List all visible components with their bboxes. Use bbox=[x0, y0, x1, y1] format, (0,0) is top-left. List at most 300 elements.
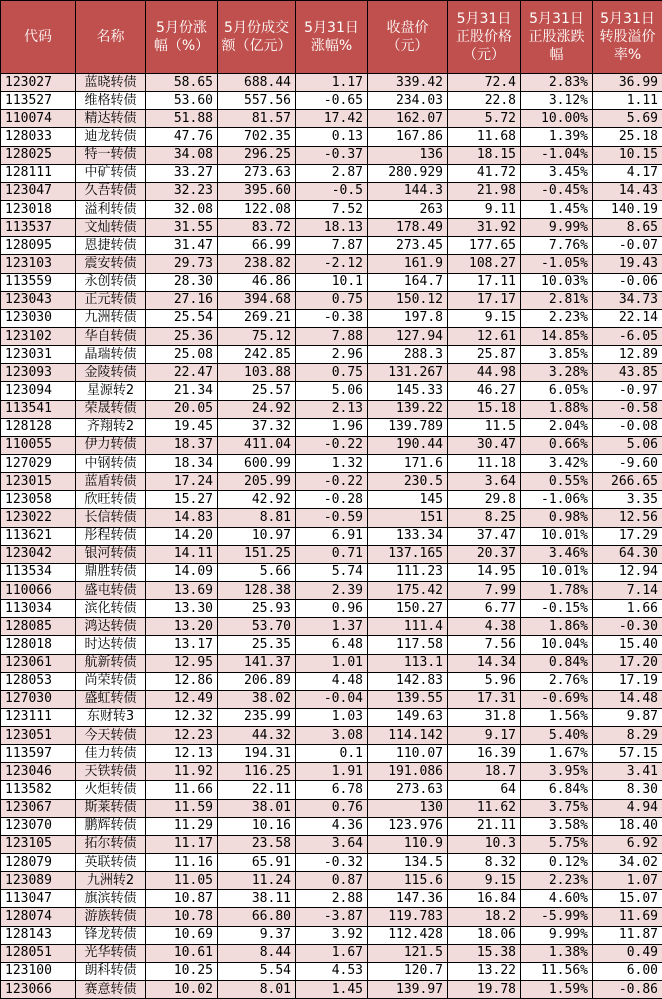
code-cell: 123103 bbox=[1, 255, 76, 273]
stock-price-cell: 15.38 bbox=[448, 944, 521, 962]
table-row bbox=[1, 219, 662, 237]
table-row bbox=[1, 545, 662, 563]
may-turnover-cell: 296.25 bbox=[218, 146, 296, 164]
may31-change-cell: -0.37 bbox=[296, 146, 368, 164]
close-price-cell: 117.58 bbox=[368, 636, 448, 654]
stock-price-cell: 25.87 bbox=[448, 346, 521, 364]
name-cell: 久吾转债 bbox=[76, 182, 146, 200]
stock-price-cell: 7.56 bbox=[448, 636, 521, 654]
table-row bbox=[1, 200, 662, 218]
may-turnover-cell: 25.93 bbox=[218, 600, 296, 618]
stock-change-cell: 3.58% bbox=[521, 817, 593, 835]
may-change-cell: 12.23 bbox=[146, 727, 218, 745]
stock-change-cell: 5.40% bbox=[521, 727, 593, 745]
stock-change-cell: 3.28% bbox=[521, 364, 593, 382]
stock-change-cell: -0.45% bbox=[521, 182, 593, 200]
stock-change-cell: -1.04% bbox=[521, 146, 593, 164]
stock-change-cell: 1.59% bbox=[521, 981, 593, 999]
table-row bbox=[1, 581, 662, 599]
code-cell: 123042 bbox=[1, 545, 76, 563]
may-change-cell: 20.05 bbox=[146, 400, 218, 418]
may-turnover-cell: 10.16 bbox=[218, 817, 296, 835]
may-change-cell: 12.86 bbox=[146, 672, 218, 690]
stock-change-cell: 2.76% bbox=[521, 672, 593, 690]
may-turnover-cell: 8.01 bbox=[218, 981, 296, 999]
code-cell: 113527 bbox=[1, 92, 76, 110]
may31-change-cell: 1.03 bbox=[296, 708, 368, 726]
may-change-cell: 11.05 bbox=[146, 872, 218, 890]
may-turnover-cell: 25.57 bbox=[218, 382, 296, 400]
may-turnover-cell: 116.25 bbox=[218, 763, 296, 781]
may31-change-cell: 2.39 bbox=[296, 581, 368, 599]
name-cell: 溢利转债 bbox=[76, 200, 146, 218]
code-cell: 123100 bbox=[1, 962, 76, 980]
stock-change-cell: -5.99% bbox=[521, 908, 593, 926]
may-change-cell: 12.95 bbox=[146, 654, 218, 672]
name-cell: 银河转债 bbox=[76, 545, 146, 563]
code-cell: 123105 bbox=[1, 835, 76, 853]
stock-price-cell: 18.06 bbox=[448, 926, 521, 944]
stock-change-cell: 4.60% bbox=[521, 890, 593, 908]
code-cell: 123094 bbox=[1, 382, 76, 400]
table-row bbox=[1, 164, 662, 182]
table-row bbox=[1, 182, 662, 200]
premium-rate-cell: 34.73 bbox=[593, 291, 662, 309]
may-change-cell: 27.16 bbox=[146, 291, 218, 309]
table-row bbox=[1, 690, 662, 708]
premium-rate-cell: 3.41 bbox=[593, 763, 662, 781]
code-cell: 123058 bbox=[1, 491, 76, 509]
stock-change-cell: 1.45% bbox=[521, 200, 593, 218]
may-change-cell: 11.66 bbox=[146, 781, 218, 799]
may-turnover-cell: 24.92 bbox=[218, 400, 296, 418]
may-change-cell: 32.23 bbox=[146, 182, 218, 200]
code-cell: 128095 bbox=[1, 237, 76, 255]
stock-price-cell: 3.64 bbox=[448, 473, 521, 491]
table-row bbox=[1, 128, 662, 146]
close-price-cell: 123.976 bbox=[368, 817, 448, 835]
stock-price-cell: 16.84 bbox=[448, 890, 521, 908]
may31-change-cell: -0.65 bbox=[296, 92, 368, 110]
close-price-cell: 150.12 bbox=[368, 291, 448, 309]
stock-change-cell: 2.81% bbox=[521, 291, 593, 309]
stock-change-cell: -0.69% bbox=[521, 690, 593, 708]
code-cell: 123066 bbox=[1, 981, 76, 999]
code-cell: 123051 bbox=[1, 727, 76, 745]
may-turnover-cell: 205.99 bbox=[218, 473, 296, 491]
may-change-cell: 22.47 bbox=[146, 364, 218, 382]
close-price-cell: 191.086 bbox=[368, 763, 448, 781]
stock-change-cell: 6.05% bbox=[521, 382, 593, 400]
name-cell: 时达转债 bbox=[76, 636, 146, 654]
premium-rate-cell: 3.35 bbox=[593, 491, 662, 509]
table-row bbox=[1, 745, 662, 763]
close-price-cell: 178.49 bbox=[368, 219, 448, 237]
table-row bbox=[1, 636, 662, 654]
close-price-cell: 280.929 bbox=[368, 164, 448, 182]
code-cell: 110074 bbox=[1, 110, 76, 128]
code-cell: 123018 bbox=[1, 200, 76, 218]
table-row bbox=[1, 908, 662, 926]
table-row bbox=[1, 255, 662, 273]
may-change-cell: 18.37 bbox=[146, 436, 218, 454]
close-price-cell: 164.7 bbox=[368, 273, 448, 291]
close-price-cell: 111.23 bbox=[368, 563, 448, 581]
code-cell: 123046 bbox=[1, 763, 76, 781]
name-cell: 精达转债 bbox=[76, 110, 146, 128]
may31-change-cell: 1.91 bbox=[296, 763, 368, 781]
premium-rate-cell: 9.87 bbox=[593, 708, 662, 726]
stock-change-cell: 14.85% bbox=[521, 327, 593, 345]
may-turnover-cell: 394.68 bbox=[218, 291, 296, 309]
table-row bbox=[1, 92, 662, 110]
premium-rate-cell: 8.65 bbox=[593, 219, 662, 237]
table-row bbox=[1, 563, 662, 581]
close-price-cell: 133.34 bbox=[368, 527, 448, 545]
may-change-cell: 25.08 bbox=[146, 346, 218, 364]
name-cell: 东财转3 bbox=[76, 708, 146, 726]
premium-rate-cell: 34.02 bbox=[593, 854, 662, 872]
name-cell: 荣晟转债 bbox=[76, 400, 146, 418]
code-cell: 123022 bbox=[1, 509, 76, 527]
stock-price-cell: 20.37 bbox=[448, 545, 521, 563]
code-cell: 110066 bbox=[1, 581, 76, 599]
stock-change-cell: 0.66% bbox=[521, 436, 593, 454]
header-stock-price: 5月31日 正股价格 （元） bbox=[448, 1, 521, 74]
name-cell: 游族转债 bbox=[76, 908, 146, 926]
stock-change-cell: 0.98% bbox=[521, 509, 593, 527]
may-turnover-cell: 702.35 bbox=[218, 128, 296, 146]
close-price-cell: 144.3 bbox=[368, 182, 448, 200]
code-cell: 128085 bbox=[1, 618, 76, 636]
close-price-cell: 121.5 bbox=[368, 944, 448, 962]
stock-price-cell: 18.2 bbox=[448, 908, 521, 926]
may-change-cell: 34.08 bbox=[146, 146, 218, 164]
stock-change-cell: -0.15% bbox=[521, 600, 593, 618]
stock-change-cell: 0.55% bbox=[521, 473, 593, 491]
table-row bbox=[1, 509, 662, 527]
name-cell: 鼎胜转债 bbox=[76, 563, 146, 581]
stock-price-cell: 5.72 bbox=[448, 110, 521, 128]
stock-price-cell: 17.31 bbox=[448, 690, 521, 708]
may-turnover-cell: 44.32 bbox=[218, 727, 296, 745]
may-change-cell: 31.55 bbox=[146, 219, 218, 237]
table-row bbox=[1, 727, 662, 745]
premium-rate-cell: 12.89 bbox=[593, 346, 662, 364]
may31-change-cell: 3.08 bbox=[296, 727, 368, 745]
table-row bbox=[1, 74, 662, 92]
premium-rate-cell: -0.58 bbox=[593, 400, 662, 418]
premium-rate-cell: 22.14 bbox=[593, 309, 662, 327]
stock-price-cell: 64 bbox=[448, 781, 521, 799]
stock-price-cell: 29.8 bbox=[448, 491, 521, 509]
table-row bbox=[1, 618, 662, 636]
name-cell: 正元转债 bbox=[76, 291, 146, 309]
may31-change-cell: 4.53 bbox=[296, 962, 368, 980]
may31-change-cell: 0.76 bbox=[296, 799, 368, 817]
header-code: 代码 bbox=[1, 1, 76, 74]
may-turnover-cell: 194.31 bbox=[218, 745, 296, 763]
name-cell: 伊力转债 bbox=[76, 436, 146, 454]
close-price-cell: 114.142 bbox=[368, 727, 448, 745]
stock-change-cell: 3.45% bbox=[521, 164, 593, 182]
stock-price-cell: 16.39 bbox=[448, 745, 521, 763]
table-row bbox=[1, 781, 662, 799]
close-price-cell: 134.5 bbox=[368, 854, 448, 872]
stock-price-cell: 12.61 bbox=[448, 327, 521, 345]
table-row bbox=[1, 890, 662, 908]
header-name: 名称 bbox=[76, 1, 146, 74]
code-cell: 128128 bbox=[1, 418, 76, 436]
close-price-cell: 112.428 bbox=[368, 926, 448, 944]
close-price-cell: 139.97 bbox=[368, 981, 448, 999]
close-price-cell: 197.8 bbox=[368, 309, 448, 327]
premium-rate-cell: 12.94 bbox=[593, 563, 662, 581]
premium-rate-cell: 7.14 bbox=[593, 581, 662, 599]
may-change-cell: 51.88 bbox=[146, 110, 218, 128]
may-turnover-cell: 37.32 bbox=[218, 418, 296, 436]
stock-price-cell: 41.72 bbox=[448, 164, 521, 182]
may-turnover-cell: 273.63 bbox=[218, 164, 296, 182]
may-change-cell: 19.45 bbox=[146, 418, 218, 436]
table-row bbox=[1, 364, 662, 382]
name-cell: 中钢转债 bbox=[76, 454, 146, 472]
table-row bbox=[1, 872, 662, 890]
code-cell: 113621 bbox=[1, 527, 76, 545]
code-cell: 128143 bbox=[1, 926, 76, 944]
stock-change-cell: 1.86% bbox=[521, 618, 593, 636]
close-price-cell: 147.36 bbox=[368, 890, 448, 908]
may-turnover-cell: 141.37 bbox=[218, 654, 296, 672]
may-change-cell: 21.34 bbox=[146, 382, 218, 400]
may-turnover-cell: 557.56 bbox=[218, 92, 296, 110]
code-cell: 127029 bbox=[1, 454, 76, 472]
may-turnover-cell: 38.01 bbox=[218, 799, 296, 817]
may-turnover-cell: 11.24 bbox=[218, 872, 296, 890]
may31-change-cell: 0.75 bbox=[296, 364, 368, 382]
name-cell: 迪龙转债 bbox=[76, 128, 146, 146]
stock-price-cell: 17.11 bbox=[448, 273, 521, 291]
may-change-cell: 33.27 bbox=[146, 164, 218, 182]
stock-price-cell: 37.47 bbox=[448, 527, 521, 545]
name-cell: 九洲转2 bbox=[76, 872, 146, 890]
stock-price-cell: 18.15 bbox=[448, 146, 521, 164]
may-turnover-cell: 395.60 bbox=[218, 182, 296, 200]
code-cell: 123027 bbox=[1, 74, 76, 92]
may31-change-cell: 3.92 bbox=[296, 926, 368, 944]
may31-change-cell: -3.87 bbox=[296, 908, 368, 926]
premium-rate-cell: 10.15 bbox=[593, 146, 662, 164]
may-change-cell: 12.32 bbox=[146, 708, 218, 726]
close-price-cell: 150.27 bbox=[368, 600, 448, 618]
name-cell: 蓝晓转债 bbox=[76, 74, 146, 92]
stock-change-cell: 3.42% bbox=[521, 454, 593, 472]
stock-price-cell: 9.15 bbox=[448, 309, 521, 327]
premium-rate-cell: 11.69 bbox=[593, 908, 662, 926]
name-cell: 旗滨转债 bbox=[76, 890, 146, 908]
may-turnover-cell: 235.99 bbox=[218, 708, 296, 726]
premium-rate-cell: 6.92 bbox=[593, 835, 662, 853]
code-cell: 123111 bbox=[1, 708, 76, 726]
may-change-cell: 11.17 bbox=[146, 835, 218, 853]
may31-change-cell: 1.45 bbox=[296, 981, 368, 999]
may31-change-cell: 17.42 bbox=[296, 110, 368, 128]
may-turnover-cell: 66.99 bbox=[218, 237, 296, 255]
may-change-cell: 29.73 bbox=[146, 255, 218, 273]
may31-change-cell: 0.96 bbox=[296, 600, 368, 618]
table-row bbox=[1, 944, 662, 962]
code-cell: 113034 bbox=[1, 600, 76, 618]
stock-change-cell: 3.46% bbox=[521, 545, 593, 563]
name-cell: 文灿转债 bbox=[76, 219, 146, 237]
premium-rate-cell: 8.29 bbox=[593, 727, 662, 745]
stock-price-cell: 108.27 bbox=[448, 255, 521, 273]
premium-rate-cell: 64.30 bbox=[593, 545, 662, 563]
premium-rate-cell: 25.18 bbox=[593, 128, 662, 146]
may-turnover-cell: 81.57 bbox=[218, 110, 296, 128]
stock-change-cell: 2.23% bbox=[521, 309, 593, 327]
code-cell: 123043 bbox=[1, 291, 76, 309]
table-row bbox=[1, 527, 662, 545]
may31-change-cell: 2.88 bbox=[296, 890, 368, 908]
stock-price-cell: 17.17 bbox=[448, 291, 521, 309]
header-may-turnover: 5月份成交 额（亿元） bbox=[218, 1, 296, 74]
stock-price-cell: 4.38 bbox=[448, 618, 521, 636]
table-row bbox=[1, 291, 662, 309]
table-row bbox=[1, 146, 662, 164]
may31-change-cell: 1.96 bbox=[296, 418, 368, 436]
table-row bbox=[1, 708, 662, 726]
name-cell: 佳力转债 bbox=[76, 745, 146, 763]
may-turnover-cell: 83.72 bbox=[218, 219, 296, 237]
table-row bbox=[1, 473, 662, 491]
stock-price-cell: 31.92 bbox=[448, 219, 521, 237]
name-cell: 锋龙转债 bbox=[76, 926, 146, 944]
may31-change-cell: 7.52 bbox=[296, 200, 368, 218]
table-row bbox=[1, 454, 662, 472]
table-row bbox=[1, 600, 662, 618]
may31-change-cell: -2.12 bbox=[296, 255, 368, 273]
table-row bbox=[1, 273, 662, 291]
may-change-cell: 28.30 bbox=[146, 273, 218, 291]
may31-change-cell: 6.48 bbox=[296, 636, 368, 654]
stock-price-cell: 30.47 bbox=[448, 436, 521, 454]
may31-change-cell: -0.28 bbox=[296, 491, 368, 509]
may31-change-cell: -0.22 bbox=[296, 436, 368, 454]
name-cell: 震安转债 bbox=[76, 255, 146, 273]
close-price-cell: 288.3 bbox=[368, 346, 448, 364]
may-change-cell: 12.13 bbox=[146, 745, 218, 763]
may31-change-cell: 1.37 bbox=[296, 618, 368, 636]
may-change-cell: 13.20 bbox=[146, 618, 218, 636]
may-turnover-cell: 238.82 bbox=[218, 255, 296, 273]
table-header bbox=[1, 1, 662, 74]
table-row bbox=[1, 835, 662, 853]
name-cell: 鸿达转债 bbox=[76, 618, 146, 636]
may31-change-cell: 6.78 bbox=[296, 781, 368, 799]
stock-price-cell: 46.27 bbox=[448, 382, 521, 400]
name-cell: 九洲转债 bbox=[76, 309, 146, 327]
may-change-cell: 13.17 bbox=[146, 636, 218, 654]
stock-price-cell: 72.4 bbox=[448, 74, 521, 92]
may-turnover-cell: 5.54 bbox=[218, 962, 296, 980]
may-turnover-cell: 46.86 bbox=[218, 273, 296, 291]
may-turnover-cell: 103.88 bbox=[218, 364, 296, 382]
may-turnover-cell: 128.38 bbox=[218, 581, 296, 599]
may-change-cell: 53.60 bbox=[146, 92, 218, 110]
name-cell: 盛屯转债 bbox=[76, 581, 146, 599]
may-change-cell: 10.02 bbox=[146, 981, 218, 999]
name-cell: 光华转债 bbox=[76, 944, 146, 962]
stock-change-cell: 3.75% bbox=[521, 799, 593, 817]
may-change-cell: 14.11 bbox=[146, 545, 218, 563]
name-cell: 星源转2 bbox=[76, 382, 146, 400]
table-row bbox=[1, 327, 662, 345]
close-price-cell: 149.63 bbox=[368, 708, 448, 726]
premium-rate-cell: 17.20 bbox=[593, 654, 662, 672]
name-cell: 英联转债 bbox=[76, 854, 146, 872]
name-cell: 尚荣转债 bbox=[76, 672, 146, 690]
may-turnover-cell: 122.08 bbox=[218, 200, 296, 218]
premium-rate-cell: -9.60 bbox=[593, 454, 662, 472]
may31-change-cell: -0.59 bbox=[296, 509, 368, 527]
code-cell: 123015 bbox=[1, 473, 76, 491]
header-may-change: 5月份涨 幅（%） bbox=[146, 1, 218, 74]
may-change-cell: 10.61 bbox=[146, 944, 218, 962]
name-cell: 赛意转债 bbox=[76, 981, 146, 999]
stock-price-cell: 11.68 bbox=[448, 128, 521, 146]
stock-price-cell: 31.8 bbox=[448, 708, 521, 726]
close-price-cell: 120.7 bbox=[368, 962, 448, 980]
may-turnover-cell: 206.89 bbox=[218, 672, 296, 690]
may31-change-cell: -0.38 bbox=[296, 309, 368, 327]
name-cell: 永创转债 bbox=[76, 273, 146, 291]
header-premium-rate: 5月31日 转股溢价 率% bbox=[593, 1, 662, 74]
may-turnover-cell: 10.97 bbox=[218, 527, 296, 545]
stock-price-cell: 21.98 bbox=[448, 182, 521, 200]
stock-price-cell: 177.65 bbox=[448, 237, 521, 255]
stock-change-cell: 11.56% bbox=[521, 962, 593, 980]
code-cell: 110055 bbox=[1, 436, 76, 454]
close-price-cell: 111.4 bbox=[368, 618, 448, 636]
header-close-price: 收盘价 （元） bbox=[368, 1, 448, 74]
name-cell: 蓝盾转债 bbox=[76, 473, 146, 491]
may-change-cell: 14.20 bbox=[146, 527, 218, 545]
close-price-cell: 130 bbox=[368, 799, 448, 817]
premium-rate-cell: 6.00 bbox=[593, 962, 662, 980]
may-change-cell: 10.87 bbox=[146, 890, 218, 908]
close-price-cell: 142.83 bbox=[368, 672, 448, 690]
stock-price-cell: 11.18 bbox=[448, 454, 521, 472]
may31-change-cell: -0.32 bbox=[296, 854, 368, 872]
premium-rate-cell: 15.07 bbox=[593, 890, 662, 908]
close-price-cell: 175.42 bbox=[368, 581, 448, 599]
may-change-cell: 14.09 bbox=[146, 563, 218, 581]
may31-change-cell: 0.87 bbox=[296, 872, 368, 890]
stock-change-cell: 10.00% bbox=[521, 110, 593, 128]
may31-change-cell: 0.1 bbox=[296, 745, 368, 763]
table-row bbox=[1, 418, 662, 436]
stock-price-cell: 22.8 bbox=[448, 92, 521, 110]
may-turnover-cell: 8.81 bbox=[218, 509, 296, 527]
name-cell: 盛虹转债 bbox=[76, 690, 146, 708]
close-price-cell: 273.63 bbox=[368, 781, 448, 799]
may31-change-cell: 4.36 bbox=[296, 817, 368, 835]
close-price-cell: 171.6 bbox=[368, 454, 448, 472]
may31-change-cell: 2.96 bbox=[296, 346, 368, 364]
premium-rate-cell: 57.15 bbox=[593, 745, 662, 763]
code-cell: 128051 bbox=[1, 944, 76, 962]
